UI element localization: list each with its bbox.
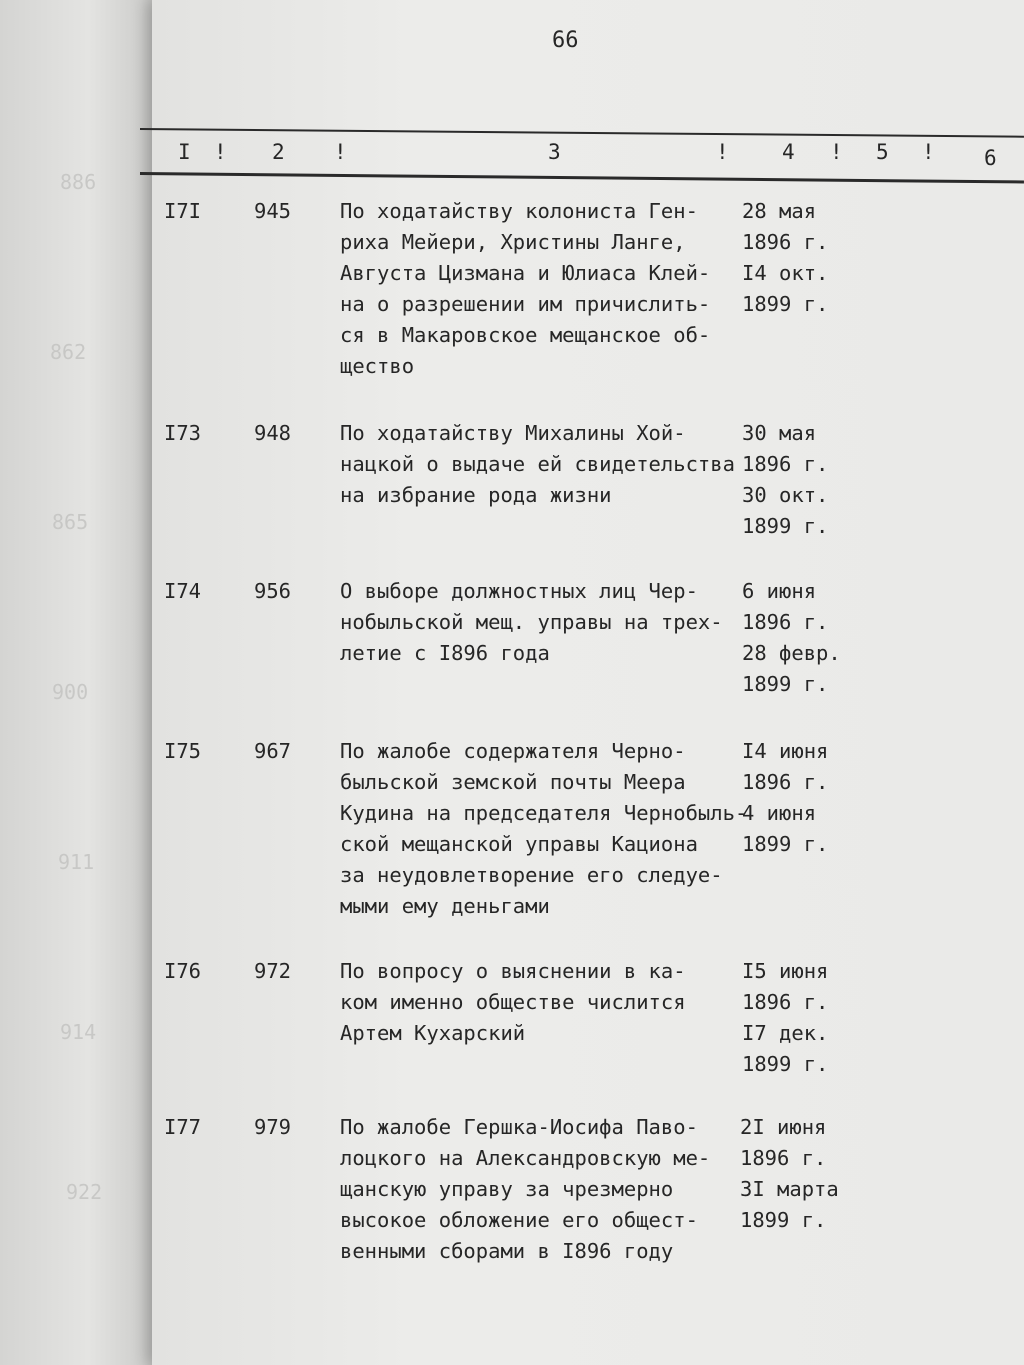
entry-description-line: венными сборами в I896 году — [340, 1239, 674, 1263]
entry-description — [340, 576, 723, 669]
entry-description-line: О выборе должностных лиц Чер- — [340, 579, 698, 603]
entry-description-line: нобыльской мещ. управы на трех- — [340, 610, 723, 634]
entry-dates-line: 1896 г. — [742, 610, 829, 634]
entry-number: I76 — [164, 959, 202, 983]
column-header-2: 2 — [272, 140, 285, 164]
entry-description-line: летие с I896 года — [340, 641, 550, 665]
column-header-3: 3 — [548, 140, 561, 164]
entry-description-line: Кудина на председателя Чернобыль- — [340, 801, 748, 825]
column-separator: ! — [922, 140, 935, 164]
entry-description-line: По жалобе содержателя Черно- — [340, 739, 686, 763]
entry-description-line: щество — [340, 354, 415, 378]
entry-description — [340, 956, 686, 1049]
bleed-through-mark: 911 — [58, 850, 95, 874]
entry-dates-line: I5 июня — [742, 959, 829, 983]
column-header-6: 6 — [984, 146, 997, 170]
bleed-through-mark: 900 — [52, 680, 89, 704]
file-number: 979 — [254, 1115, 292, 1139]
entry-dates-line: 6 июня — [742, 579, 817, 603]
entry-description — [340, 418, 735, 511]
entry-description-line: на избрание рода жизни — [340, 483, 612, 507]
entry-description-line: По ходатайству колониста Ген- — [340, 199, 698, 223]
entry-description-line: щанскую управу за чрезмерно — [340, 1177, 674, 1201]
entry-description-line: ком именно обществе числится — [340, 990, 686, 1014]
entry-dates-line: I7 дек. — [742, 1021, 829, 1045]
column-header-4: 4 — [782, 140, 795, 164]
column-separator: ! — [716, 140, 729, 164]
entry-dates-line: I4 июня — [742, 739, 829, 763]
file-number: 956 — [254, 579, 292, 603]
bleed-through-mark: 865 — [52, 510, 89, 534]
entry-dates-line: 1896 г. — [742, 230, 829, 254]
entry-description-line: на о разрешении им причислить- — [340, 292, 711, 316]
column-separator: ! — [830, 140, 843, 164]
entry-description — [340, 736, 747, 922]
entry-description-line: за неудовлетворение его следуе- — [340, 863, 723, 887]
entry-dates-line: 1899 г. — [742, 1052, 829, 1076]
entry-dates-line: 1899 г. — [742, 292, 829, 316]
entry-dates — [742, 956, 828, 1080]
entry-description-line: По ходатайству Михалины Хой- — [340, 421, 686, 445]
bleed-through-mark: 914 — [60, 1020, 97, 1044]
bleed-through-mark: 862 — [50, 340, 87, 364]
entry-description-line: мыми ему деньгами — [340, 894, 550, 918]
entry-number: I77 — [164, 1115, 202, 1139]
entry-dates-line: 1899 г. — [740, 1208, 827, 1232]
entry-dates — [742, 418, 828, 542]
entry-dates — [742, 576, 841, 700]
entry-number: I75 — [164, 739, 202, 763]
entry-dates-line: 28 мая — [742, 199, 817, 223]
entry-description-line: Августа Цизмана и Юлиаса Клей- — [340, 261, 711, 285]
entry-description-line: высокое обложение его общест- — [340, 1208, 698, 1232]
entry-number: I73 — [164, 421, 202, 445]
file-number: 945 — [254, 199, 292, 223]
entry-description-line: лоцкого на Александровскую ме- — [340, 1146, 711, 1170]
entry-number: I74 — [164, 579, 202, 603]
page-number: 66 — [552, 28, 579, 53]
entry-dates-line: 28 февр. — [742, 641, 841, 665]
entry-dates-line: 30 мая — [742, 421, 817, 445]
entry-dates-line: 1899 г. — [742, 514, 829, 538]
column-header-1: I — [178, 140, 191, 164]
file-number: 972 — [254, 959, 292, 983]
column-separator: ! — [334, 140, 347, 164]
entry-dates — [742, 736, 828, 860]
entry-description-line: риха Мейери, Христины Ланге, — [340, 230, 686, 254]
entry-description-line: ся в Макаровское мещанское об- — [340, 323, 711, 347]
entry-dates-line: 3I марта — [740, 1177, 839, 1201]
entry-description-line: По вопросу о выяснении в ка- — [340, 959, 686, 983]
entry-description — [340, 1112, 710, 1267]
column-separator: ! — [214, 140, 227, 164]
entry-dates-line: 1896 г. — [742, 452, 829, 476]
bleed-through-mark: 886 — [60, 170, 97, 194]
entry-description — [340, 196, 710, 382]
column-header-5: 5 — [876, 140, 889, 164]
entry-dates — [740, 1112, 839, 1236]
entry-dates-line: 1896 г. — [742, 990, 829, 1014]
entry-dates — [742, 196, 828, 320]
entry-dates-line: 2I июня — [740, 1115, 827, 1139]
file-number: 948 — [254, 421, 292, 445]
entry-description-line: быльской земской почты Меера — [340, 770, 686, 794]
entry-dates-line: 1896 г. — [742, 770, 829, 794]
entry-description-line: Артем Кухарский — [340, 1021, 526, 1045]
entry-number: I7I — [164, 199, 202, 223]
entry-description-line: нацкой о выдаче ей свидетельства — [340, 452, 735, 476]
file-number: 967 — [254, 739, 292, 763]
bleed-through-mark: 922 — [66, 1180, 103, 1204]
entry-description-line: По жалобе Гершка-Иосифа Паво- — [340, 1115, 698, 1139]
entry-dates-line: 1899 г. — [742, 672, 829, 696]
entry-dates-line: 1896 г. — [740, 1146, 827, 1170]
entry-dates-line: 1899 г. — [742, 832, 829, 856]
entry-description-line: ской мещанской управы Кациона — [340, 832, 698, 856]
entry-dates-line: 4 июня — [742, 801, 817, 825]
entry-dates-line: I4 окт. — [742, 261, 829, 285]
entry-dates-line: 30 окт. — [742, 483, 829, 507]
